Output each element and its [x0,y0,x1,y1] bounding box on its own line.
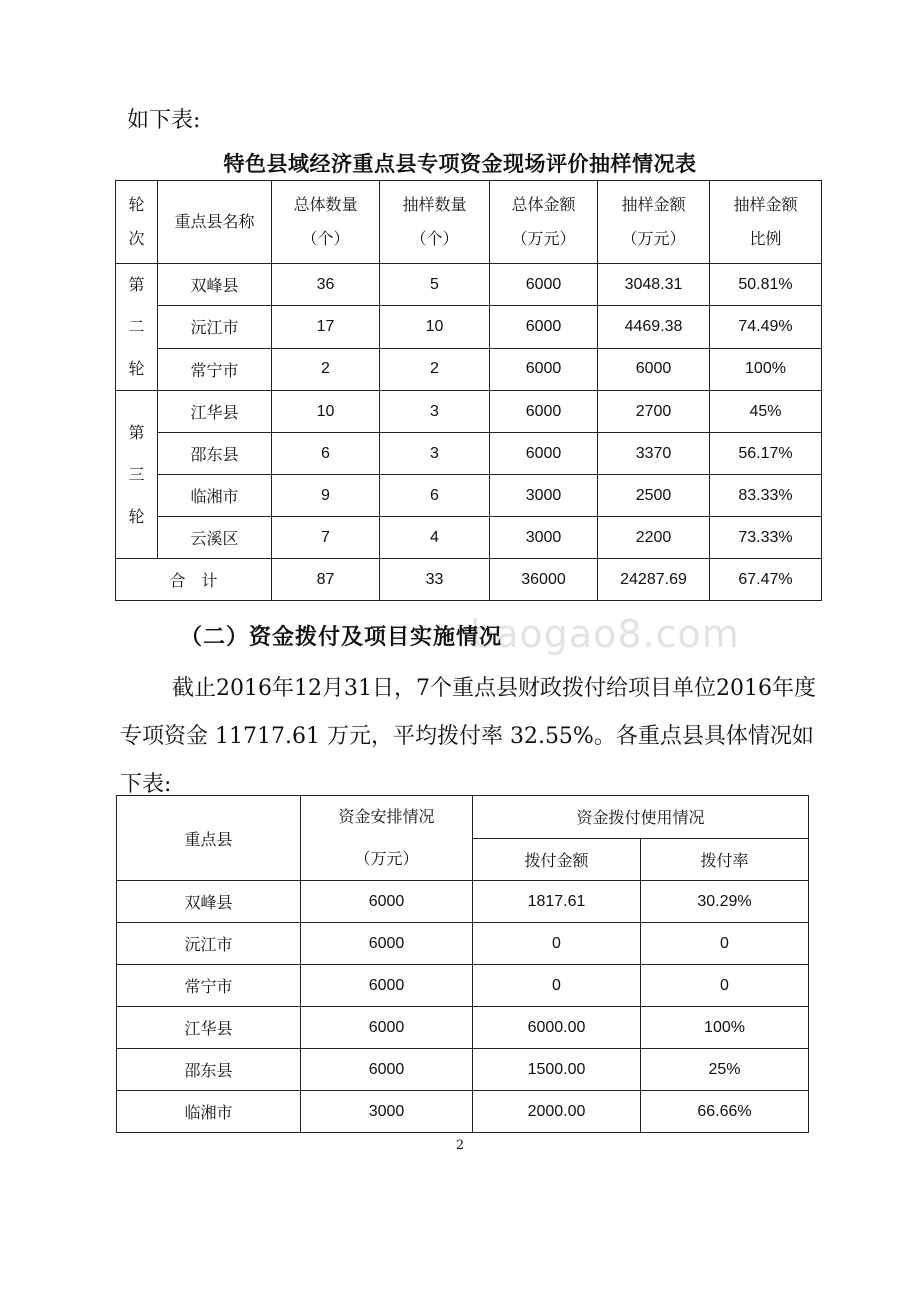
table-row [117,965,809,1007]
value-cell: 1500.00 [473,1049,641,1091]
table-row [116,306,822,348]
value-cell: 0 [473,965,641,1007]
value-cell: 66.66% [641,1091,809,1133]
table2-header-row [117,796,809,839]
county-cell: 临湘市 [117,1091,301,1133]
value-cell: 6000 [490,306,598,348]
value-cell: 56.17% [710,433,822,475]
value-cell: 4 [380,517,490,559]
header-sample-count: 抽样数量 （个） [380,181,490,264]
value-cell: 6000 [490,264,598,306]
table-row [116,264,822,306]
value-cell: 6000 [490,348,598,390]
total-value: 36000 [490,559,598,601]
disbursement-table [116,795,809,1133]
section-title: （二）资金拨付及项目实施情况 [180,624,503,650]
value-cell: 10 [380,306,490,348]
value-cell: 25% [641,1049,809,1091]
header-county: 重点县名称 [158,181,272,264]
value-cell: 3048.31 [598,264,710,306]
value-cell: 6000 [301,965,473,1007]
header-paid-rate: 拨付率 [641,838,809,881]
total-label: 合 计 [116,559,272,601]
value-cell: 83.33% [710,475,822,517]
table-row [117,881,809,923]
value-cell: 2700 [598,391,710,433]
county-cell: 邵东县 [117,1049,301,1091]
value-cell: 3 [380,391,490,433]
county-cell: 沅江市 [117,923,301,965]
round-cell: 第 三 轮 [116,391,158,559]
value-cell: 7 [272,517,380,559]
value-cell: 3 [380,433,490,475]
table-row [116,433,822,475]
table1-title: 特色县域经济重点县专项资金现场评价抽样情况表 [223,151,697,176]
watermark: baogao8.com [470,612,740,656]
value-cell: 6000 [490,391,598,433]
county-cell: 沅江市 [158,306,272,348]
value-cell: 6000 [490,433,598,475]
value-cell: 10 [272,391,380,433]
table-row [116,391,822,433]
value-cell: 5 [380,264,490,306]
value-cell: 74.49% [710,306,822,348]
value-cell: 3000 [301,1091,473,1133]
county-cell: 邵东县 [158,433,272,475]
header-arrangement: 资金安排情况 （万元） [301,796,473,881]
page-number: 2 [455,1138,465,1153]
value-cell: 0 [641,965,809,1007]
table-row [116,348,822,390]
table-row [117,1007,809,1049]
value-cell: 0 [473,923,641,965]
value-cell: 4469.38 [598,306,710,348]
header-total-count: 总体数量 （个） [272,181,380,264]
table-row [117,1091,809,1133]
header-usage: 资金拨付使用情况 [473,796,809,839]
value-cell: 1817.61 [473,881,641,923]
county-cell: 双峰县 [158,264,272,306]
table1-header-row [116,181,822,264]
value-cell: 2 [380,348,490,390]
total-value: 87 [272,559,380,601]
value-cell: 2500 [598,475,710,517]
value-cell: 6000 [598,348,710,390]
header-sample-amount: 抽样金额 （万元） [598,181,710,264]
value-cell: 100% [710,348,822,390]
county-cell: 江华县 [117,1007,301,1049]
value-cell: 17 [272,306,380,348]
total-row [116,559,822,601]
value-cell: 6000 [301,1049,473,1091]
county-cell: 双峰县 [117,881,301,923]
county-cell: 江华县 [158,391,272,433]
value-cell: 6 [380,475,490,517]
value-cell: 6000 [301,881,473,923]
value-cell: 2200 [598,517,710,559]
header-sample-ratio: 抽样金额 比例 [710,181,822,264]
header-county: 重点县 [117,796,301,881]
value-cell: 3000 [490,517,598,559]
county-cell: 云溪区 [158,517,272,559]
total-value: 67.47% [710,559,822,601]
county-cell: 常宁市 [158,348,272,390]
value-cell: 36 [272,264,380,306]
value-cell: 6000.00 [473,1007,641,1049]
body-paragraph: 截止2016年12月31日，7个重点县财政拨付给项目单位2016年度专项资金 11717.61 万元，平均拨付率 32.55%。各重点县具体情况如下表: [120,676,816,797]
value-cell: 3370 [598,433,710,475]
table-row [117,1049,809,1091]
value-cell: 50.81% [710,264,822,306]
table-row [116,517,822,559]
county-cell: 常宁市 [117,965,301,1007]
value-cell: 0 [641,923,809,965]
value-cell: 2 [272,348,380,390]
total-value: 24287.69 [598,559,710,601]
value-cell: 6000 [301,1007,473,1049]
table-row [117,923,809,965]
value-cell: 2000.00 [473,1091,641,1133]
sampling-table [115,180,822,601]
value-cell: 100% [641,1007,809,1049]
round-cell: 第 二 轮 [116,264,158,391]
header-paid-amount: 拨付金额 [473,838,641,881]
header-round: 轮 次 [116,181,158,264]
value-cell: 30.29% [641,881,809,923]
table-row [116,475,822,517]
header-total-amount: 总体金额 （万元） [490,181,598,264]
intro-text: 如下表: [127,108,201,133]
value-cell: 6 [272,433,380,475]
value-cell: 6000 [301,923,473,965]
value-cell: 73.33% [710,517,822,559]
value-cell: 9 [272,475,380,517]
value-cell: 45% [710,391,822,433]
value-cell: 3000 [490,475,598,517]
total-value: 33 [380,559,490,601]
county-cell: 临湘市 [158,475,272,517]
